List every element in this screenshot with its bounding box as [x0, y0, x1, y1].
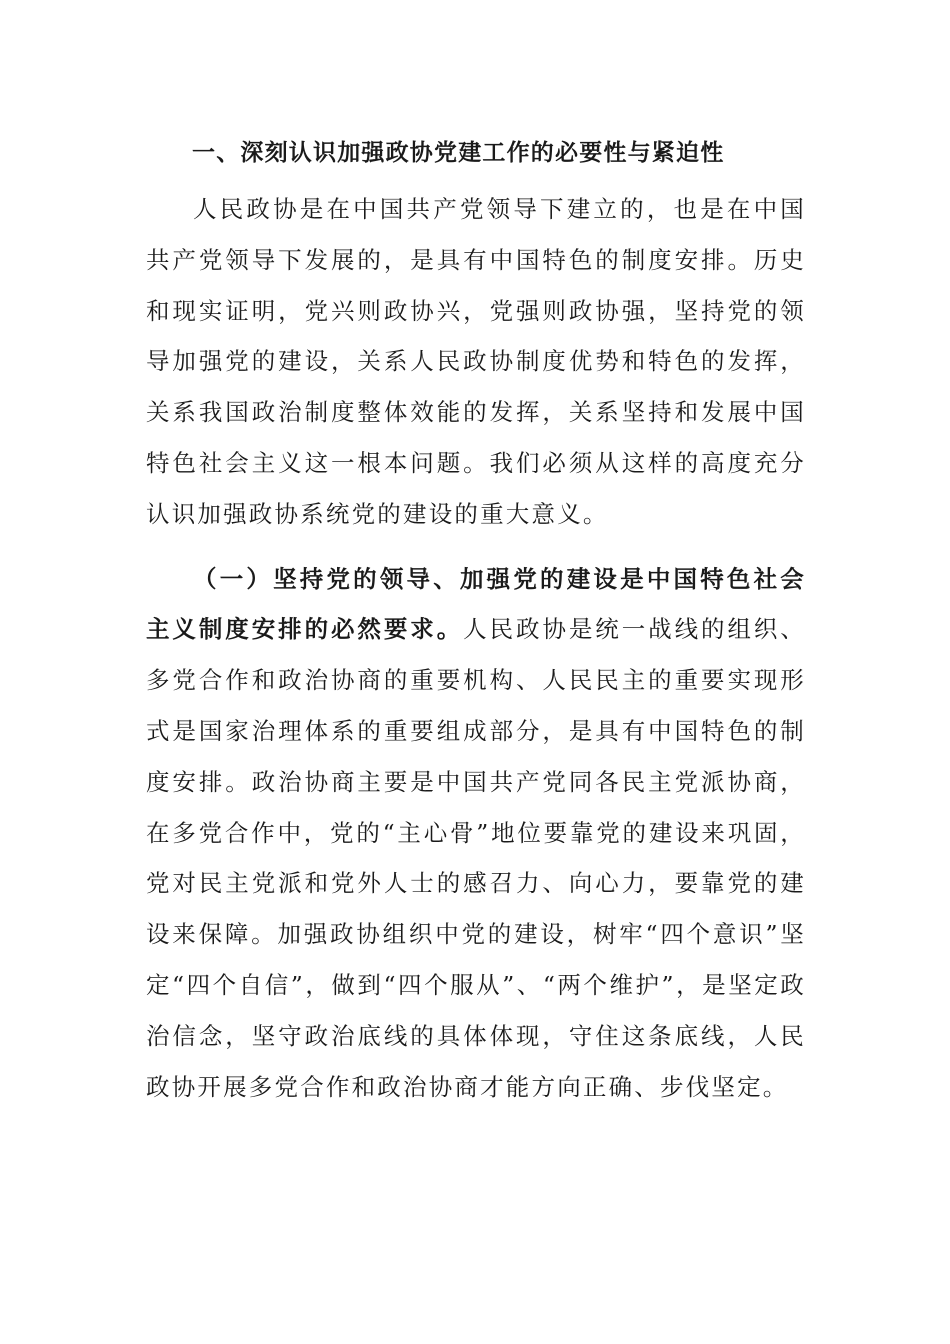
document-body: [146, 128, 806, 1112]
paragraph-subsection-one: [146, 554, 806, 1113]
subsection-body: 人民政协是统一战线的组织、多党合作和政治协商的重要机构、人民民主的重要实现形式是国家治理体系的重要组成部分，是具有中国特色的制度安排。政治协商主要是中国共产党同各民主党派协商，在多党合作中，党的“主心骨”地位要靠党的建设来巩固，党对民主党派和党外人士的感召力、向心力，要靠党的建设来保障。加强政协组织中党的建设，树牢“四个意识”坚定“四个自信”，做到“四个服从”、“两个维护”，是坚定政治信念，坚守政治底线的具体体现，守住这条底线，人民政协开展多党合作和政治协商才能方向正确、步伐坚定。: [146, 615, 806, 1101]
subsection-lead: （一）坚持党的领导、加强党的建设是中国特色社会主义制度安排的必然要求。: [146, 564, 806, 644]
section-heading: 一、深刻认识加强政协党建工作的必要性与紧迫性: [192, 140, 725, 166]
paragraph-intro: 人民政协是在中国共产党领导下建立的，也是在中国共产党领导下发展的，是具有中国特色的制度安排。历史和现实证明，党兴则政协兴，党强则政协强，坚持党的领导加强党的建设，关系人民政协制度优势和特色的发挥，关系我国政治制度整体效能的发挥，关系坚持和发展中国特色社会主义这一根本问题。我们必须从这样的高度充分认识加强政协系统党的建设的重大意义。: [146, 195, 806, 528]
